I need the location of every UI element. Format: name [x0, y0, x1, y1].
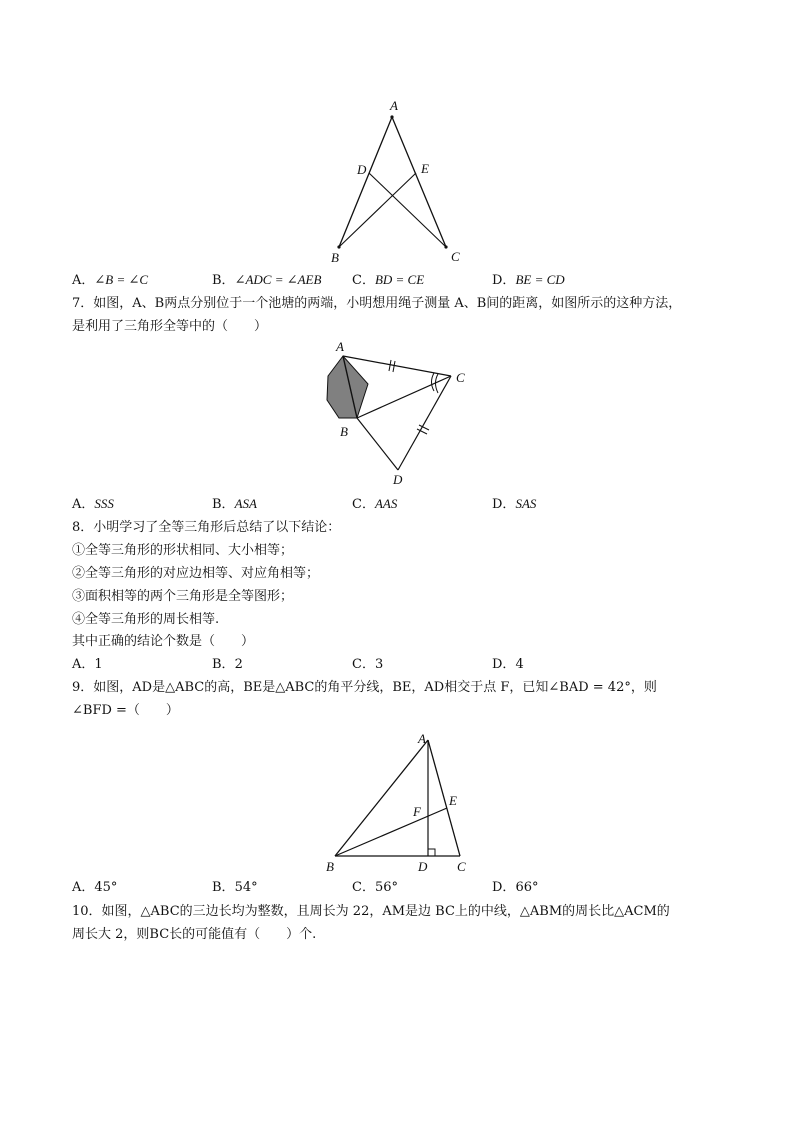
- option-text: ∠B = ∠C: [94, 272, 149, 287]
- option-letter: B．: [212, 497, 235, 512]
- q7-pond: [327, 356, 368, 418]
- option-text: ASA: [234, 496, 257, 511]
- q6-option-a[interactable]: [72, 270, 148, 291]
- q7-stem-line1: 7．如图，A、B两点分别位于一个池塘的两端，小明想用绳子测量 A、B间的距离，如图所示的这种方法，: [72, 296, 682, 311]
- q6-segment-cd: [369, 173, 446, 247]
- q9-figure: [320, 728, 480, 876]
- option-letter: A．: [72, 497, 95, 512]
- option-letter: D．: [492, 273, 516, 288]
- q7-stem-line2: 是利用了三角形全等中的（ ）: [72, 319, 268, 334]
- q9-label-e: E: [449, 793, 457, 808]
- option-text: 4: [515, 657, 524, 672]
- option-text: AAS: [374, 496, 398, 511]
- q6-label-c: C: [451, 249, 460, 264]
- q9-option-d[interactable]: [492, 878, 538, 898]
- q7-option-d[interactable]: [492, 494, 536, 515]
- option-letter: B．: [212, 880, 235, 895]
- q8-option-a[interactable]: [72, 655, 103, 675]
- q8-item-4: ④全等三角形的周长相等.: [72, 612, 220, 627]
- q7-angle-arc-2: [436, 374, 439, 393]
- option-letter: C．: [352, 880, 375, 895]
- q10-stem-line1: 10．如图，△ABC的三边长均为整数，且周长为 22，AM是边 BC上的中线，△ABM的周长比△ACM的: [72, 904, 670, 919]
- q6-option-c[interactable]: [352, 270, 424, 291]
- q6-side-ab: [339, 117, 392, 247]
- q7-label-a: A: [336, 339, 344, 354]
- q8-item-2: ②全等三角形的对应边相等、对应角相等；: [72, 566, 320, 581]
- q6-option-b[interactable]: [212, 270, 321, 291]
- q8-item-1: ①全等三角形的形状相同、大小相等；: [72, 543, 294, 558]
- q6-point-a: [390, 115, 393, 118]
- q6-option-d[interactable]: [492, 270, 565, 291]
- option-letter: A．: [72, 273, 95, 288]
- option-letter: A．: [72, 880, 95, 895]
- q7-segment-bc: [357, 376, 451, 418]
- q7-option-c[interactable]: [352, 494, 397, 515]
- q9-label-f: F: [413, 804, 421, 819]
- option-text: BE = CD: [515, 272, 565, 287]
- q9-label-a: A: [418, 731, 426, 746]
- option-text: SAS: [515, 496, 537, 511]
- q9-label-d: D: [418, 859, 428, 874]
- option-text: 1: [94, 657, 103, 672]
- q7-label-c: C: [456, 370, 465, 385]
- q6-side-ac: [392, 117, 446, 247]
- q8-question: 其中正确的结论个数是（ ）: [72, 634, 255, 649]
- q9-option-c[interactable]: [352, 878, 398, 898]
- q6-point-b: [337, 245, 340, 248]
- q7-segment-cd: [398, 376, 451, 470]
- q7-option-b[interactable]: [212, 494, 257, 515]
- option-letter: C．: [352, 657, 375, 672]
- q7-segment-bd: [357, 418, 398, 470]
- option-letter: B．: [212, 273, 235, 288]
- q9-label-c: C: [457, 859, 466, 874]
- q6-label-d: D: [357, 162, 367, 177]
- option-text: BD = CE: [374, 272, 425, 287]
- q9-stem-line1: 9．如图，AD是△ABC的高，BE是△ABC的角平分线，BE，AD相交于点 F，已知∠BAD = 42°，则: [72, 680, 657, 695]
- q9-side-ab: [335, 740, 428, 856]
- q7-angle-arc-1: [432, 373, 435, 391]
- q8-stem: 8．小明学习了全等三角形后总结了以下结论：: [72, 520, 341, 535]
- q8-option-b[interactable]: [212, 655, 243, 675]
- option-text: 56°: [374, 880, 398, 895]
- option-text: 54°: [234, 880, 258, 895]
- q6-label-a: A: [390, 98, 398, 113]
- q6-figure: [320, 95, 480, 270]
- q7-figure: [318, 338, 478, 488]
- q9-label-b: B: [326, 859, 334, 874]
- q6-label-b: B: [331, 250, 339, 265]
- option-letter: A．: [72, 657, 95, 672]
- q6-point-c: [444, 245, 447, 248]
- option-letter: B．: [212, 657, 235, 672]
- q7-tick-ac-1: [389, 360, 391, 371]
- q6-label-e: E: [421, 161, 429, 176]
- q7-option-a[interactable]: [72, 494, 114, 515]
- q10-stem-line2: 周长大 2，则BC长的可能值有（ ）个.: [72, 927, 317, 942]
- option-text: 45°: [94, 880, 118, 895]
- option-text: 2: [234, 657, 243, 672]
- q9-option-a[interactable]: [72, 878, 117, 898]
- option-text: 3: [374, 657, 384, 672]
- q6-segment-be: [339, 173, 416, 247]
- option-text: 66°: [515, 880, 539, 895]
- q9-right-angle-mark: [428, 849, 435, 856]
- q7-tick-ac-2: [393, 361, 395, 372]
- option-letter: C．: [352, 497, 375, 512]
- q8-item-3: ③面积相等的两个三角形是全等图形；: [72, 589, 294, 604]
- q7-segment-ac: [343, 356, 451, 376]
- option-text: ∠ADC = ∠AEB: [234, 272, 322, 287]
- q8-option-d[interactable]: [492, 655, 524, 675]
- q7-label-d: D: [393, 472, 403, 487]
- option-letter: D．: [492, 880, 516, 895]
- q7-label-b: B: [340, 424, 348, 439]
- option-letter: C．: [352, 273, 375, 288]
- q9-stem-line2: ∠BFD =（ ）: [72, 703, 179, 718]
- q8-option-c[interactable]: [352, 655, 383, 675]
- q9-option-b[interactable]: [212, 878, 258, 898]
- option-text: SSS: [94, 496, 114, 511]
- option-letter: D．: [492, 497, 516, 512]
- option-letter: D．: [492, 657, 516, 672]
